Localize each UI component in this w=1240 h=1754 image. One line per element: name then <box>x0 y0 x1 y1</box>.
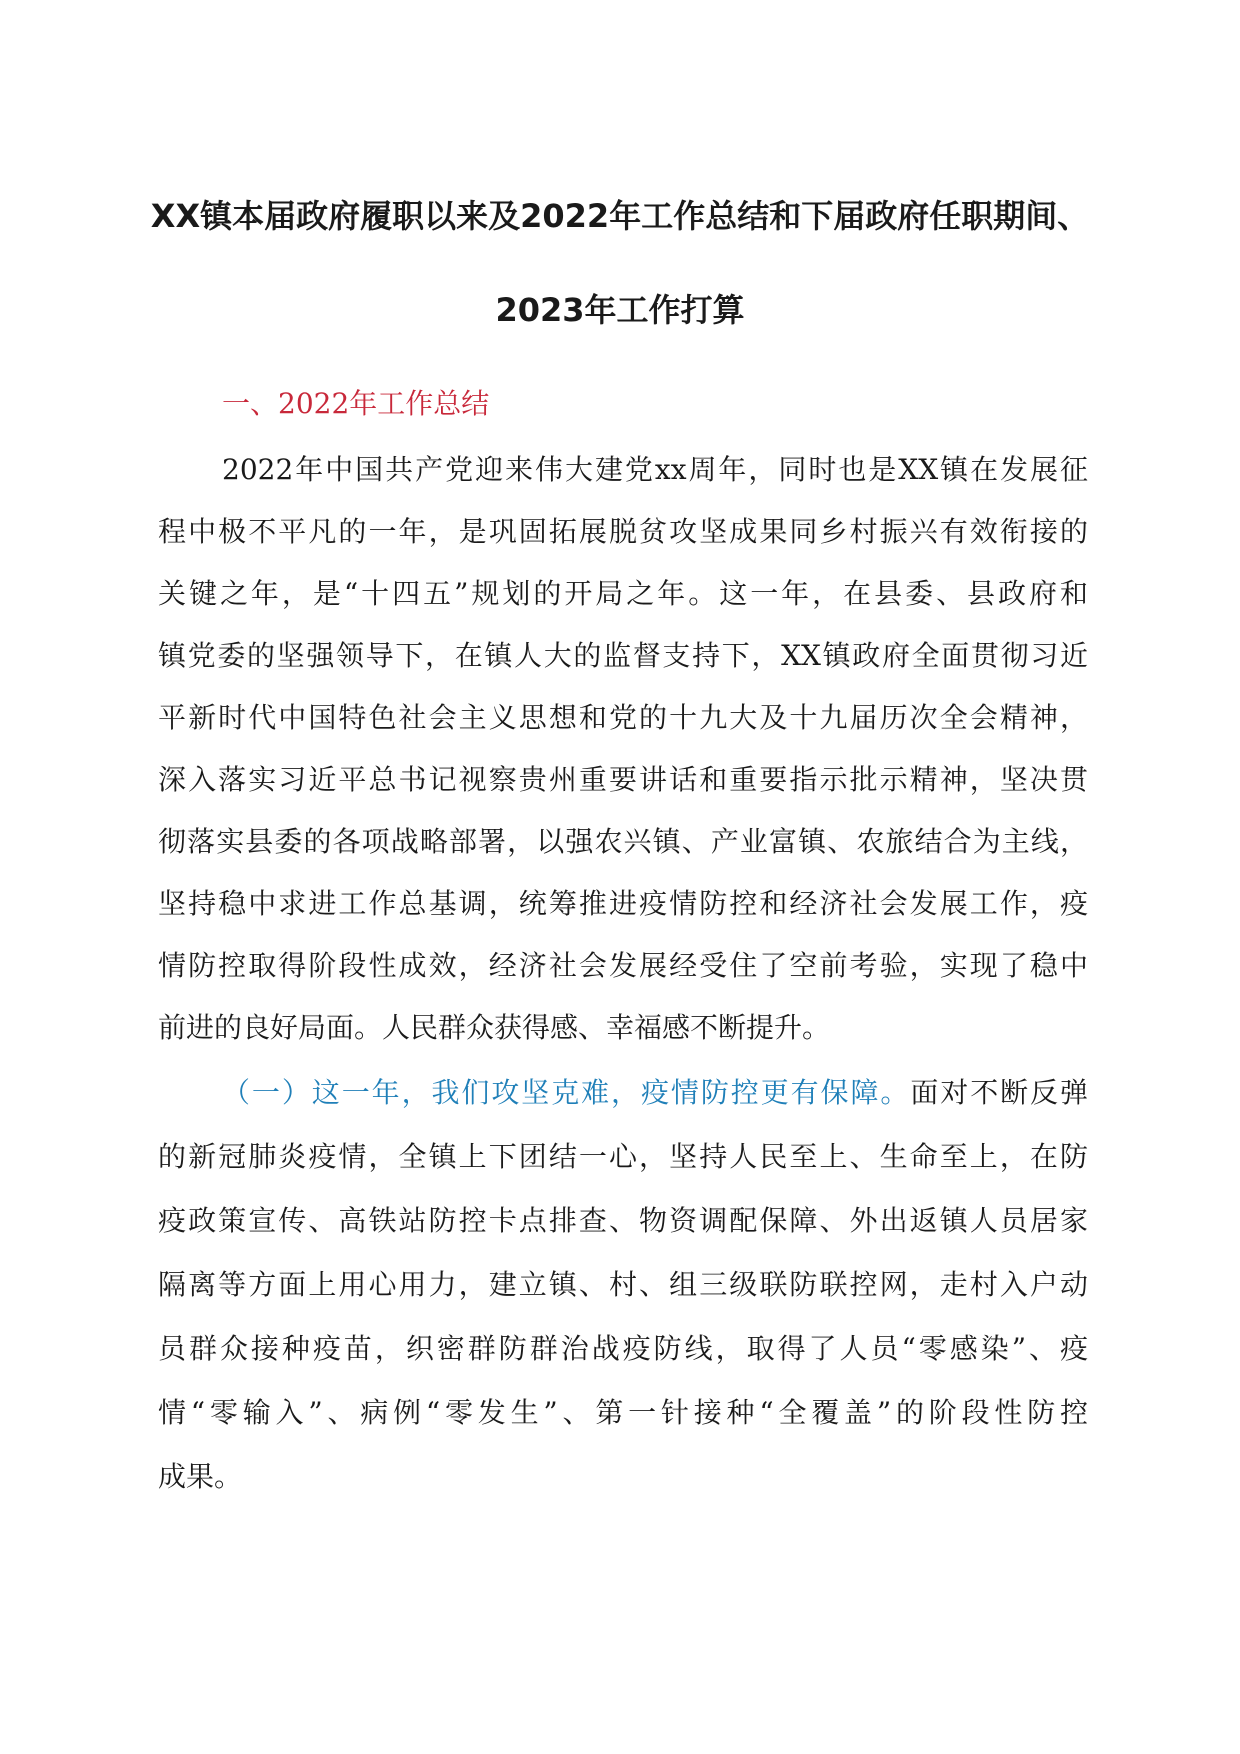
subsection-line <box>222 1075 1088 1111</box>
paragraph-line: 关键之年，是“十四五”规划的开局之年。这一年，在县委、县政府和 <box>158 577 1088 610</box>
paragraph-text: 面对不断反弹 <box>910 1076 1088 1109</box>
subsection-heading: （一）这一年，我们攻坚克难，疫情防控更有保障。 <box>222 1076 911 1109</box>
paragraph-line: 前进的良好局面。人民群众获得感、幸福感不断提升。 <box>158 1011 831 1044</box>
paragraph-line: 疫政策宣传、高铁站防控卡点排查、物资调配保障、外出返镇人员居家 <box>158 1204 1088 1237</box>
paragraph-line: 成果。 <box>158 1460 243 1493</box>
paragraph-line: 平新时代中国特色社会主义思想和党的十九大及十九届历次全会精神， <box>158 701 1088 734</box>
paragraph-line: 深入落实习近平总书记视察贵州重要讲话和重要指示批示精神，坚决贯 <box>158 763 1088 796</box>
section-heading: 一、2022年工作总结 <box>222 387 490 420</box>
paragraph-line: 隔离等方面上用心用力，建立镇、村、组三级联防联控网，走村入户动 <box>158 1268 1088 1301</box>
paragraph-line: 员群众接种疫苗，织密群防群治战疫防线，取得了人员“零感染”、疫 <box>158 1332 1088 1365</box>
paragraph-line: 镇党委的坚强领导下，在镇人大的监督支持下，XX镇政府全面贯彻习近 <box>158 639 1088 672</box>
document-title-line-2: 2023年工作打算 <box>495 291 745 329</box>
paragraph-line: 彻落实县委的各项战略部署，以强农兴镇、产业富镇、农旅结合为主线， <box>158 825 1088 858</box>
document-title-line-1: XX镇本届政府履职以来及2022年工作总结和下届政府任职期间、 <box>150 197 1090 235</box>
paragraph-line: 坚持稳中求进工作总基调，统筹推进疫情防控和经济社会发展工作，疫 <box>158 887 1088 920</box>
paragraph-line: 程中极不平凡的一年，是巩固拓展脱贫攻坚成果同乡村振兴有效衔接的 <box>158 515 1088 548</box>
paragraph-line: 情“零输入”、病例“零发生”、第一针接种“全覆盖”的阶段性防控 <box>158 1396 1088 1429</box>
paragraph-line: 情防控取得阶段性成效，经济社会发展经受住了空前考验，实现了稳中 <box>158 949 1088 982</box>
paragraph-line: 的新冠肺炎疫情，全镇上下团结一心，坚持人民至上、生命至上，在防 <box>158 1140 1088 1173</box>
paragraph-line: 2022年中国共产党迎来伟大建党xx周年，同时也是XX镇在发展征 <box>222 453 1088 486</box>
